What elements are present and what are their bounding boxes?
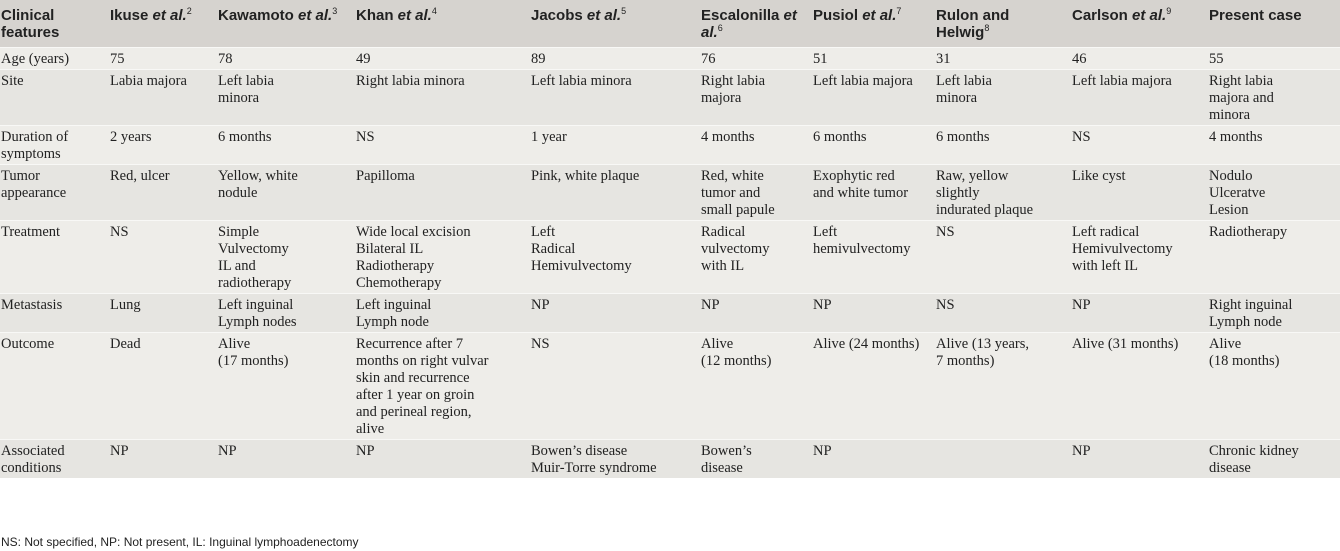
column-header-etal: et al. xyxy=(1132,7,1167,24)
table-cell: NS xyxy=(934,294,1070,333)
column-header xyxy=(529,0,699,48)
column-header xyxy=(0,0,108,48)
table-cell: NS xyxy=(1070,126,1207,165)
header-row xyxy=(0,0,1340,48)
column-header xyxy=(108,0,216,48)
column-header-text: Kawamoto xyxy=(218,7,299,24)
table-cell: Left labia minora xyxy=(216,70,354,126)
table-cell: Recurrence after 7 months on right vulvar skin and recurrence after 1 year on groin and perineal region, alive xyxy=(354,333,529,440)
table-cell: Like cyst xyxy=(1070,165,1207,221)
table-cell: Left Radical Hemivulvectomy xyxy=(529,221,699,294)
column-header-etal: et al. xyxy=(397,7,432,24)
table-cell: Dead xyxy=(108,333,216,440)
table-cell: Alive (13 years, 7 months) xyxy=(934,333,1070,440)
table-cell: Left radical Hemivulvectomy with left IL xyxy=(1070,221,1207,294)
table-cell: 51 xyxy=(811,48,934,70)
table-row xyxy=(0,333,1340,440)
column-header-reference: 3 xyxy=(332,6,338,16)
column-header-etal: et al. xyxy=(298,7,333,24)
column-header xyxy=(934,0,1070,48)
table-cell: Raw, yellow slightly indurated plaque xyxy=(934,165,1070,221)
row-label-cell: Metastasis xyxy=(0,294,108,333)
column-header-text: Present case xyxy=(1209,7,1302,24)
table-cell: NS xyxy=(934,221,1070,294)
row-label-cell: Tumor appearance xyxy=(0,165,108,221)
table-cell: Bowen’s disease xyxy=(699,440,811,479)
row-label-cell: Age (years) xyxy=(0,48,108,70)
table-cell: 89 xyxy=(529,48,699,70)
column-header-etal: et al. xyxy=(862,7,897,24)
table-cell: Red, ulcer xyxy=(108,165,216,221)
column-header xyxy=(1070,0,1207,48)
table-cell: Alive (18 months) xyxy=(1207,333,1340,440)
column-header xyxy=(811,0,934,48)
table-cell: 75 xyxy=(108,48,216,70)
table-cell: 46 xyxy=(1070,48,1207,70)
table-cell: NP xyxy=(108,440,216,479)
row-label-cell: Site xyxy=(0,70,108,126)
table-cell: Alive (12 months) xyxy=(699,333,811,440)
table-cell: NS xyxy=(354,126,529,165)
table-cell: Alive (17 months) xyxy=(216,333,354,440)
row-label-cell: Treatment xyxy=(0,221,108,294)
table-row xyxy=(0,70,1340,126)
table-cell: Alive (31 months) xyxy=(1070,333,1207,440)
table-cell: 49 xyxy=(354,48,529,70)
table-cell: Radical vulvectomy with IL xyxy=(699,221,811,294)
column-header-reference: 5 xyxy=(621,6,627,16)
table-row xyxy=(0,221,1340,294)
table-cell: NP xyxy=(811,294,934,333)
table-row xyxy=(0,48,1340,70)
table-row xyxy=(0,165,1340,221)
table-row xyxy=(0,126,1340,165)
table-cell: 55 xyxy=(1207,48,1340,70)
table-cell: 6 months xyxy=(216,126,354,165)
column-header-text: Pusiol xyxy=(813,7,863,24)
table-cell: NS xyxy=(529,333,699,440)
table-cell: 31 xyxy=(934,48,1070,70)
column-header-etal: et al. xyxy=(701,7,797,41)
table-cell: Radiotherapy xyxy=(1207,221,1340,294)
table-cell: Left labia majora xyxy=(811,70,934,126)
table-cell: NP xyxy=(1070,294,1207,333)
table-cell: Bowen’s disease Muir-Torre syndrome xyxy=(529,440,699,479)
column-header-reference: 4 xyxy=(431,6,437,16)
table-cell: Left inguinal Lymph nodes xyxy=(216,294,354,333)
table-row xyxy=(0,440,1340,479)
table-cell: Left labia majora xyxy=(1070,70,1207,126)
table-body xyxy=(0,48,1340,479)
column-header-reference: 6 xyxy=(717,23,723,33)
table-cell: 6 months xyxy=(934,126,1070,165)
column-header-text: Jacobs xyxy=(531,7,587,24)
table-cell: Yellow, white nodule xyxy=(216,165,354,221)
table-cell: Red, white tumor and small papule xyxy=(699,165,811,221)
table-cell: Papilloma xyxy=(354,165,529,221)
table-cell: 1 year xyxy=(529,126,699,165)
table-cell: NP xyxy=(811,440,934,479)
column-header-text: Escalonilla xyxy=(701,7,784,24)
table-cell: 76 xyxy=(699,48,811,70)
table-header xyxy=(0,0,1340,48)
table-cell: Simple Vulvectomy IL and radiotherapy xyxy=(216,221,354,294)
table-cell: 6 months xyxy=(811,126,934,165)
table-cell: Lung xyxy=(108,294,216,333)
table-cell: NP xyxy=(1070,440,1207,479)
table-cell: Exophytic red and white tumor xyxy=(811,165,934,221)
column-header-text: Carlson xyxy=(1072,7,1133,24)
table-cell: Right inguinal Lymph node xyxy=(1207,294,1340,333)
column-header xyxy=(354,0,529,48)
column-header-text: Ikuse xyxy=(110,7,153,24)
column-header-text: Clinical features xyxy=(1,7,60,41)
table-cell: Alive (24 months) xyxy=(811,333,934,440)
column-header-reference: 8 xyxy=(984,23,990,33)
table-footnote: NS: Not specified, NP: Not present, IL: Inguinal lymphoadenectomy xyxy=(1,535,359,549)
row-label-cell: Associated conditions xyxy=(0,440,108,479)
table-cell: NP xyxy=(354,440,529,479)
table-cell xyxy=(934,440,1070,479)
table-cell: 4 months xyxy=(1207,126,1340,165)
table-cell: NP xyxy=(529,294,699,333)
column-header-reference: 7 xyxy=(896,6,902,16)
table-cell: NS xyxy=(108,221,216,294)
table-cell: NP xyxy=(699,294,811,333)
column-header-etal: et al. xyxy=(152,7,187,24)
column-header-text: Rulon and Helwig xyxy=(936,7,1010,41)
column-header xyxy=(699,0,811,48)
column-header-text: Khan xyxy=(356,7,398,24)
table-cell: Right labia majora and minora xyxy=(1207,70,1340,126)
table-cell: 4 months xyxy=(699,126,811,165)
table-cell: NP xyxy=(216,440,354,479)
table-cell: 78 xyxy=(216,48,354,70)
column-header xyxy=(216,0,354,48)
table-cell: Right labia majora xyxy=(699,70,811,126)
table-cell: Left labia minora xyxy=(934,70,1070,126)
table-cell: Pink, white plaque xyxy=(529,165,699,221)
column-header-etal: et al. xyxy=(586,7,622,24)
table-row xyxy=(0,294,1340,333)
table-cell: Left hemivulvectomy xyxy=(811,221,934,294)
column-header xyxy=(1207,0,1340,48)
column-header-reference: 2 xyxy=(186,6,192,16)
table-cell: Nodulo Ulceratve Lesion xyxy=(1207,165,1340,221)
table-cell: Wide local excision Bilateral IL Radiotherapy Chemotherapy xyxy=(354,221,529,294)
table-cell: Left labia minora xyxy=(529,70,699,126)
column-header-reference: 9 xyxy=(1166,6,1172,16)
table-cell: Right labia minora xyxy=(354,70,529,126)
table-cell: 2 years xyxy=(108,126,216,165)
table-cell: Left inguinal Lymph node xyxy=(354,294,529,333)
row-label-cell: Duration of symptoms xyxy=(0,126,108,165)
table-cell: Chronic kidney disease xyxy=(1207,440,1340,479)
table-cell: Labia majora xyxy=(108,70,216,126)
row-label-cell: Outcome xyxy=(0,333,108,440)
